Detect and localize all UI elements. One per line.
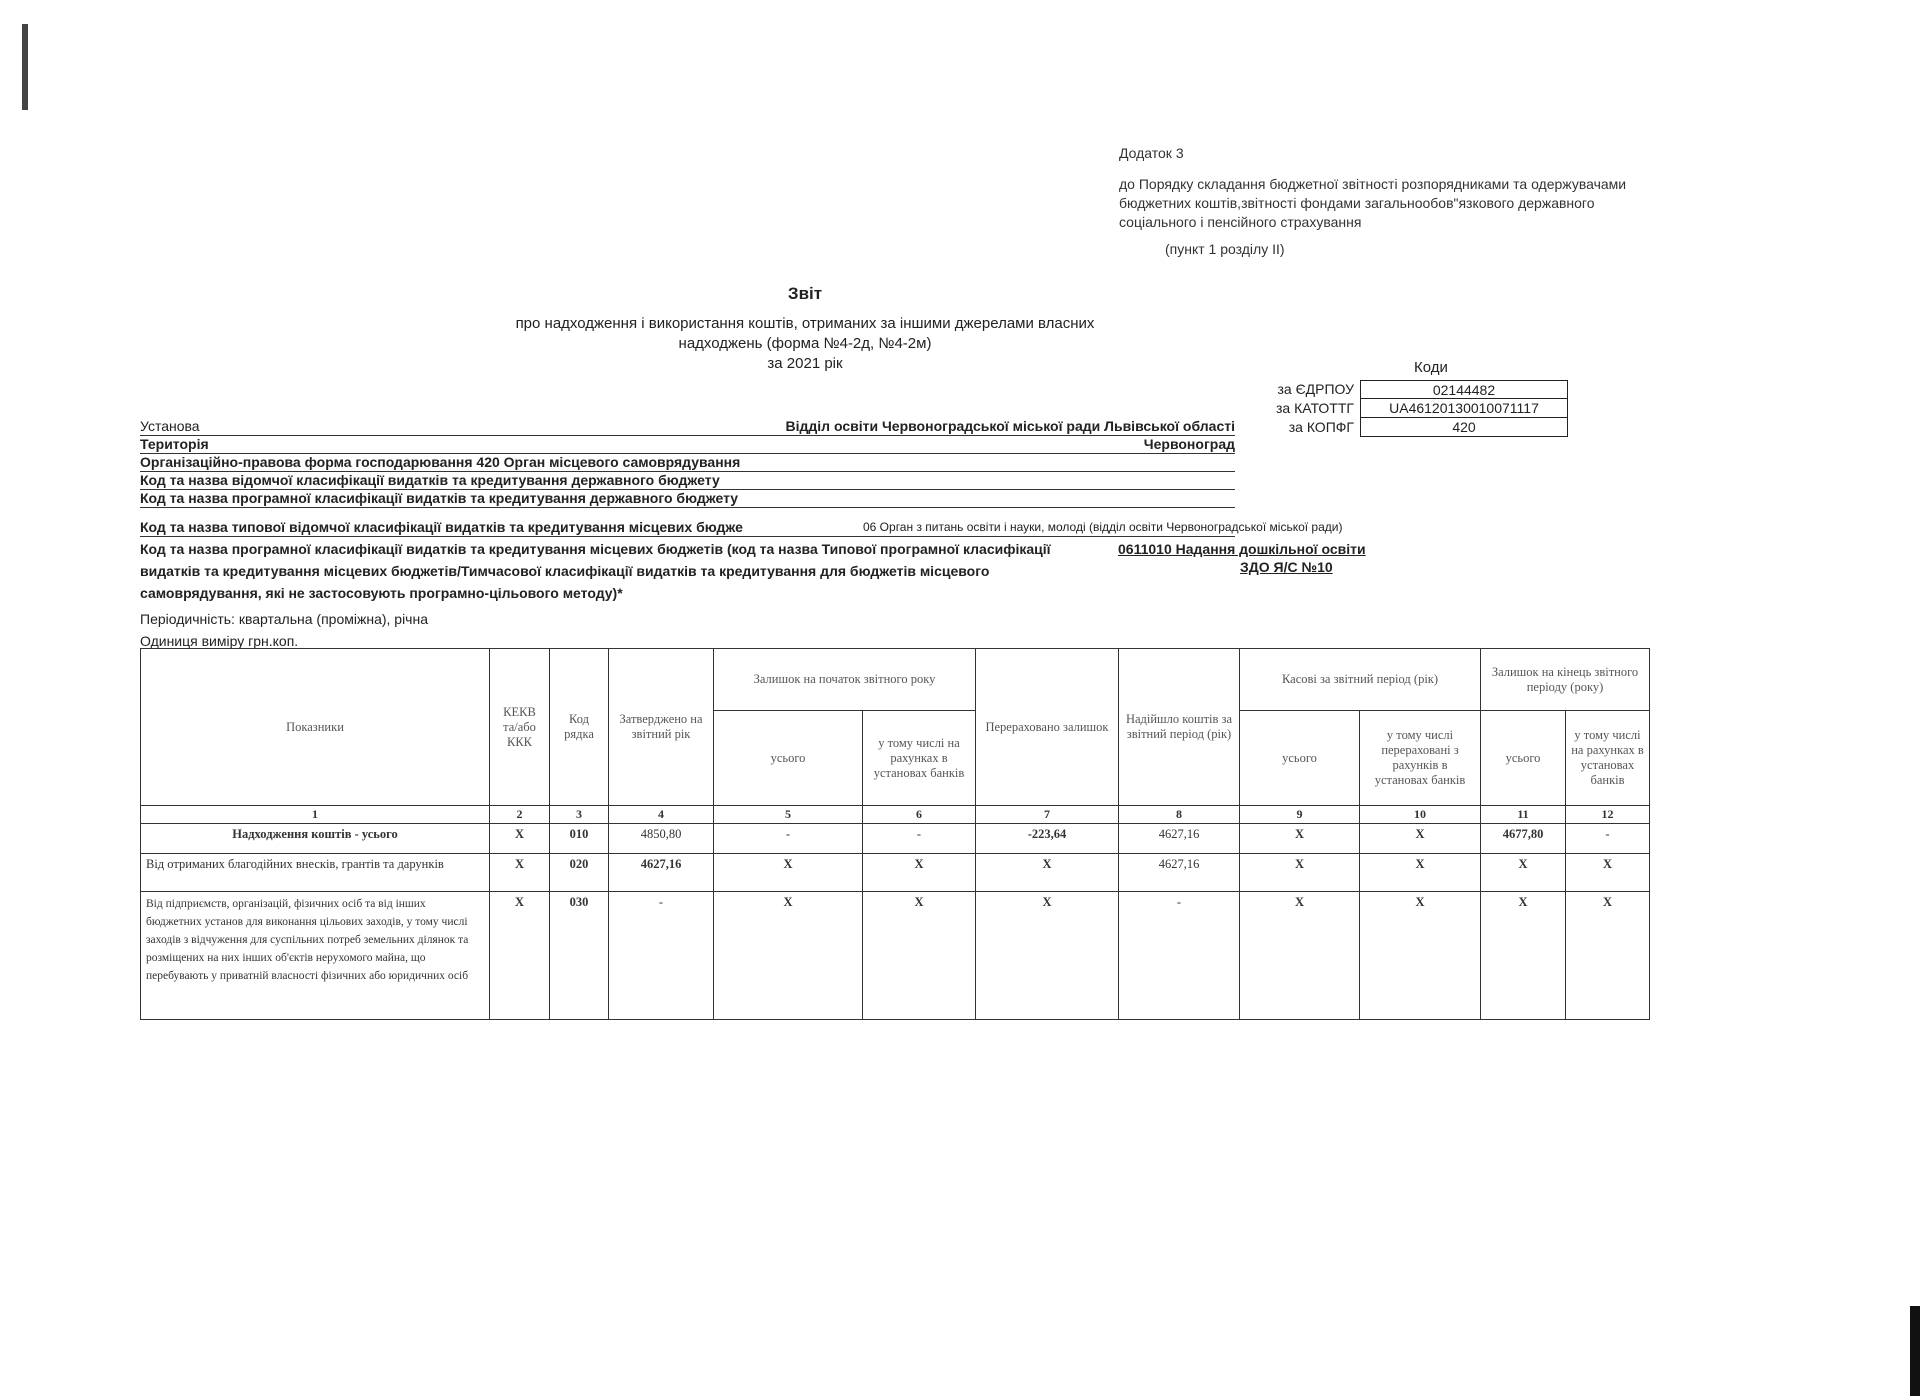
col-number: 9 bbox=[1240, 806, 1360, 824]
cell-cash-bank: X bbox=[1360, 892, 1481, 1020]
cell-kekv: X bbox=[490, 854, 550, 892]
dept-class-line bbox=[140, 472, 1235, 490]
col-row-code: Код рядка bbox=[550, 649, 609, 806]
institution-label: Установа bbox=[140, 418, 200, 434]
code-label: за КАТОТТГ bbox=[1276, 400, 1354, 416]
local-prog-block bbox=[140, 538, 1420, 604]
code-label: за ЄДРПОУ bbox=[1277, 381, 1354, 397]
cell-approved: - bbox=[609, 892, 714, 1020]
cell-transferred: -223,64 bbox=[976, 824, 1119, 854]
col-number: 4 bbox=[609, 806, 714, 824]
cell-transferred: X bbox=[976, 892, 1119, 1020]
cell-cash-bank: X bbox=[1360, 824, 1481, 854]
table-header-row bbox=[141, 649, 1650, 711]
cell-code: 030 bbox=[550, 892, 609, 1020]
col-end-balance: Залишок на кінець звітного періоду (року) bbox=[1481, 649, 1650, 711]
org-form-line bbox=[140, 454, 1235, 472]
cell-start-bank: X bbox=[863, 854, 976, 892]
col-received: Надійшло коштів за звітний період (рік) bbox=[1119, 649, 1240, 806]
col-approved: Затверджено на звітний рік bbox=[609, 649, 714, 806]
codes-table bbox=[1242, 380, 1568, 437]
type-class-value: 06 Орган з питань освіти і науки, молоді (відділ освіти Червоноградської міської ради) bbox=[863, 520, 1343, 534]
cell-code: 020 bbox=[550, 854, 609, 892]
cell-approved: 4627,16 bbox=[609, 854, 714, 892]
col-cash-spent: Касові за звітний період (рік) bbox=[1240, 649, 1481, 711]
cell-kekv: X bbox=[490, 892, 550, 1020]
dept-class: Код та назва відомчої класифікації видатків та кредитування державного бюджету bbox=[140, 472, 720, 488]
annex-note bbox=[1119, 144, 1639, 259]
cell-cash: X bbox=[1240, 824, 1360, 854]
org-form: Організаційно-правова форма господарювання 420 Орган місцевого самоврядування bbox=[140, 454, 741, 470]
row-name: Надходження коштів - усього bbox=[141, 824, 490, 854]
cell-end-total: X bbox=[1481, 892, 1566, 1020]
annex-point: (пункт 1 розділу II) bbox=[1165, 241, 1285, 257]
codes-header: Коди bbox=[1414, 359, 1448, 376]
col-end-bank: у тому числі на рахунках в установах банків bbox=[1566, 711, 1650, 806]
col-start-bank: у тому числі на рахунках в установах банків bbox=[863, 711, 976, 806]
row-name: Від підприємств, організацій, фізичних осіб та від інших бюджетних установ для виконання цільових заходів, у тому числі заходів з відчуження для суспільних потреб земельних ділянок та розміщених на них інших об'єктів нерухомого майна, що перебувають у приватній власності фізичних або юридичних осіб bbox=[141, 892, 490, 1020]
prog-class-line bbox=[140, 490, 1235, 508]
type-class-label: Код та назва типової відомчої класифікації видатків та кредитування місцевих бюдже bbox=[140, 519, 743, 535]
report-heading: Звіт bbox=[787, 284, 823, 303]
cell-start-total: X bbox=[714, 892, 863, 1020]
col-number: 5 bbox=[714, 806, 863, 824]
code-value: 02144482 bbox=[1360, 380, 1568, 399]
col-end-total: усього bbox=[1481, 711, 1566, 806]
period-block bbox=[140, 608, 428, 652]
code-row-edrpou bbox=[1242, 380, 1568, 399]
cell-cash: X bbox=[1240, 892, 1360, 1020]
territory-value: Червоноград bbox=[1143, 436, 1235, 452]
cell-start-bank: X bbox=[863, 892, 976, 1020]
report-year: за 2021 рік bbox=[767, 355, 843, 372]
cell-end-bank: X bbox=[1566, 892, 1650, 1020]
table-row bbox=[141, 892, 1650, 1020]
col-number: 12 bbox=[1566, 806, 1650, 824]
type-class-line bbox=[140, 519, 1343, 537]
prog-class: Код та назва програмної класифікації видатків та кредитування державного бюджету bbox=[140, 490, 739, 506]
scan-artifact-bar-right bbox=[1910, 1306, 1920, 1396]
cell-cash: X bbox=[1240, 854, 1360, 892]
cell-kekv: X bbox=[490, 824, 550, 854]
cell-transferred: X bbox=[976, 854, 1119, 892]
col-number: 3 bbox=[550, 806, 609, 824]
cell-start-total: X bbox=[714, 854, 863, 892]
column-number-row bbox=[141, 806, 1650, 824]
cell-approved: 4850,80 bbox=[609, 824, 714, 854]
cell-end-bank: X bbox=[1566, 854, 1650, 892]
cell-received: - bbox=[1119, 892, 1240, 1020]
annex-text: до Порядку складання бюджетної звітності розпорядниками та одержувачами бюджетних коштів,звітності фондами загальнообов"язкового державного соціального і пенсійного страхування bbox=[1119, 176, 1627, 230]
local-prog-code: 0611010 Надання дошкільної освіти bbox=[1118, 541, 1366, 557]
cell-received: 4627,16 bbox=[1119, 824, 1240, 854]
institution-line bbox=[140, 418, 1235, 436]
col-number: 6 bbox=[863, 806, 976, 824]
col-cash-total: усього bbox=[1240, 711, 1360, 806]
col-cash-bank: у тому числі перераховані з рахунків в установах банків bbox=[1360, 711, 1481, 806]
cell-end-bank: - bbox=[1566, 824, 1650, 854]
col-kekv: КЕКВ та/або ККК bbox=[490, 649, 550, 806]
cell-received: 4627,16 bbox=[1119, 854, 1240, 892]
col-number: 11 bbox=[1481, 806, 1566, 824]
cell-end-total: X bbox=[1481, 854, 1566, 892]
col-number: 1 bbox=[141, 806, 490, 824]
code-value: UA46120130010071117 bbox=[1360, 399, 1568, 418]
territory-line bbox=[140, 436, 1235, 454]
periodicity: Періодичність: квартальна (проміжна), річна bbox=[140, 611, 428, 627]
cell-start-total: - bbox=[714, 824, 863, 854]
col-number: 2 bbox=[490, 806, 550, 824]
cell-cash-bank: X bbox=[1360, 854, 1481, 892]
local-prog-label: Код та назва програмної класифікації видатків та кредитування місцевих бюджетів (код та назва Типової програмної класифікації видатків та кредитування місцевих бюджетів/Тимчасової класифікації видатків та кредитування для бюджетів місцевого самоврядування, які не застосовують програмно-цільового методу)* bbox=[140, 541, 1051, 601]
report-subtitle: про надходження і використання коштів, отриманих за іншими джерелами власних надходжень (форма №4-2д, №4-2м) bbox=[515, 315, 1095, 352]
cell-end-total: 4677,80 bbox=[1481, 824, 1566, 854]
table-row bbox=[141, 824, 1650, 854]
scan-artifact-bar bbox=[22, 24, 28, 110]
institution-value: Відділ освіти Червоноградської міської ради Львівської області bbox=[785, 418, 1235, 434]
local-prog-unit: ЗДО Я/С №10 bbox=[1240, 559, 1333, 575]
col-start-balance: Залишок на початок звітного року bbox=[714, 649, 976, 711]
col-start-total: усього bbox=[714, 711, 863, 806]
code-label: за КОПФГ bbox=[1288, 419, 1354, 435]
col-number: 7 bbox=[976, 806, 1119, 824]
code-value: 420 bbox=[1360, 418, 1568, 437]
territory-label: Територія bbox=[140, 436, 209, 452]
cell-start-bank: - bbox=[863, 824, 976, 854]
col-indicators: Показники bbox=[141, 649, 490, 806]
table-row bbox=[141, 854, 1650, 892]
unit-of-measure: Одиниця виміру грн.коп. bbox=[140, 633, 299, 649]
report-title-block bbox=[500, 284, 1110, 374]
col-number: 8 bbox=[1119, 806, 1240, 824]
report-table bbox=[140, 648, 1650, 1020]
col-number: 10 bbox=[1360, 806, 1481, 824]
code-row-kopfg bbox=[1242, 418, 1568, 437]
report-info bbox=[140, 418, 1235, 508]
annex-title: Додаток 3 bbox=[1119, 145, 1184, 161]
code-row-katottg bbox=[1242, 399, 1568, 418]
row-name: Від отриманих благодійних внесків, грантів та дарунків bbox=[141, 854, 490, 892]
col-transferred: Перераховано залишок bbox=[976, 649, 1119, 806]
cell-code: 010 bbox=[550, 824, 609, 854]
